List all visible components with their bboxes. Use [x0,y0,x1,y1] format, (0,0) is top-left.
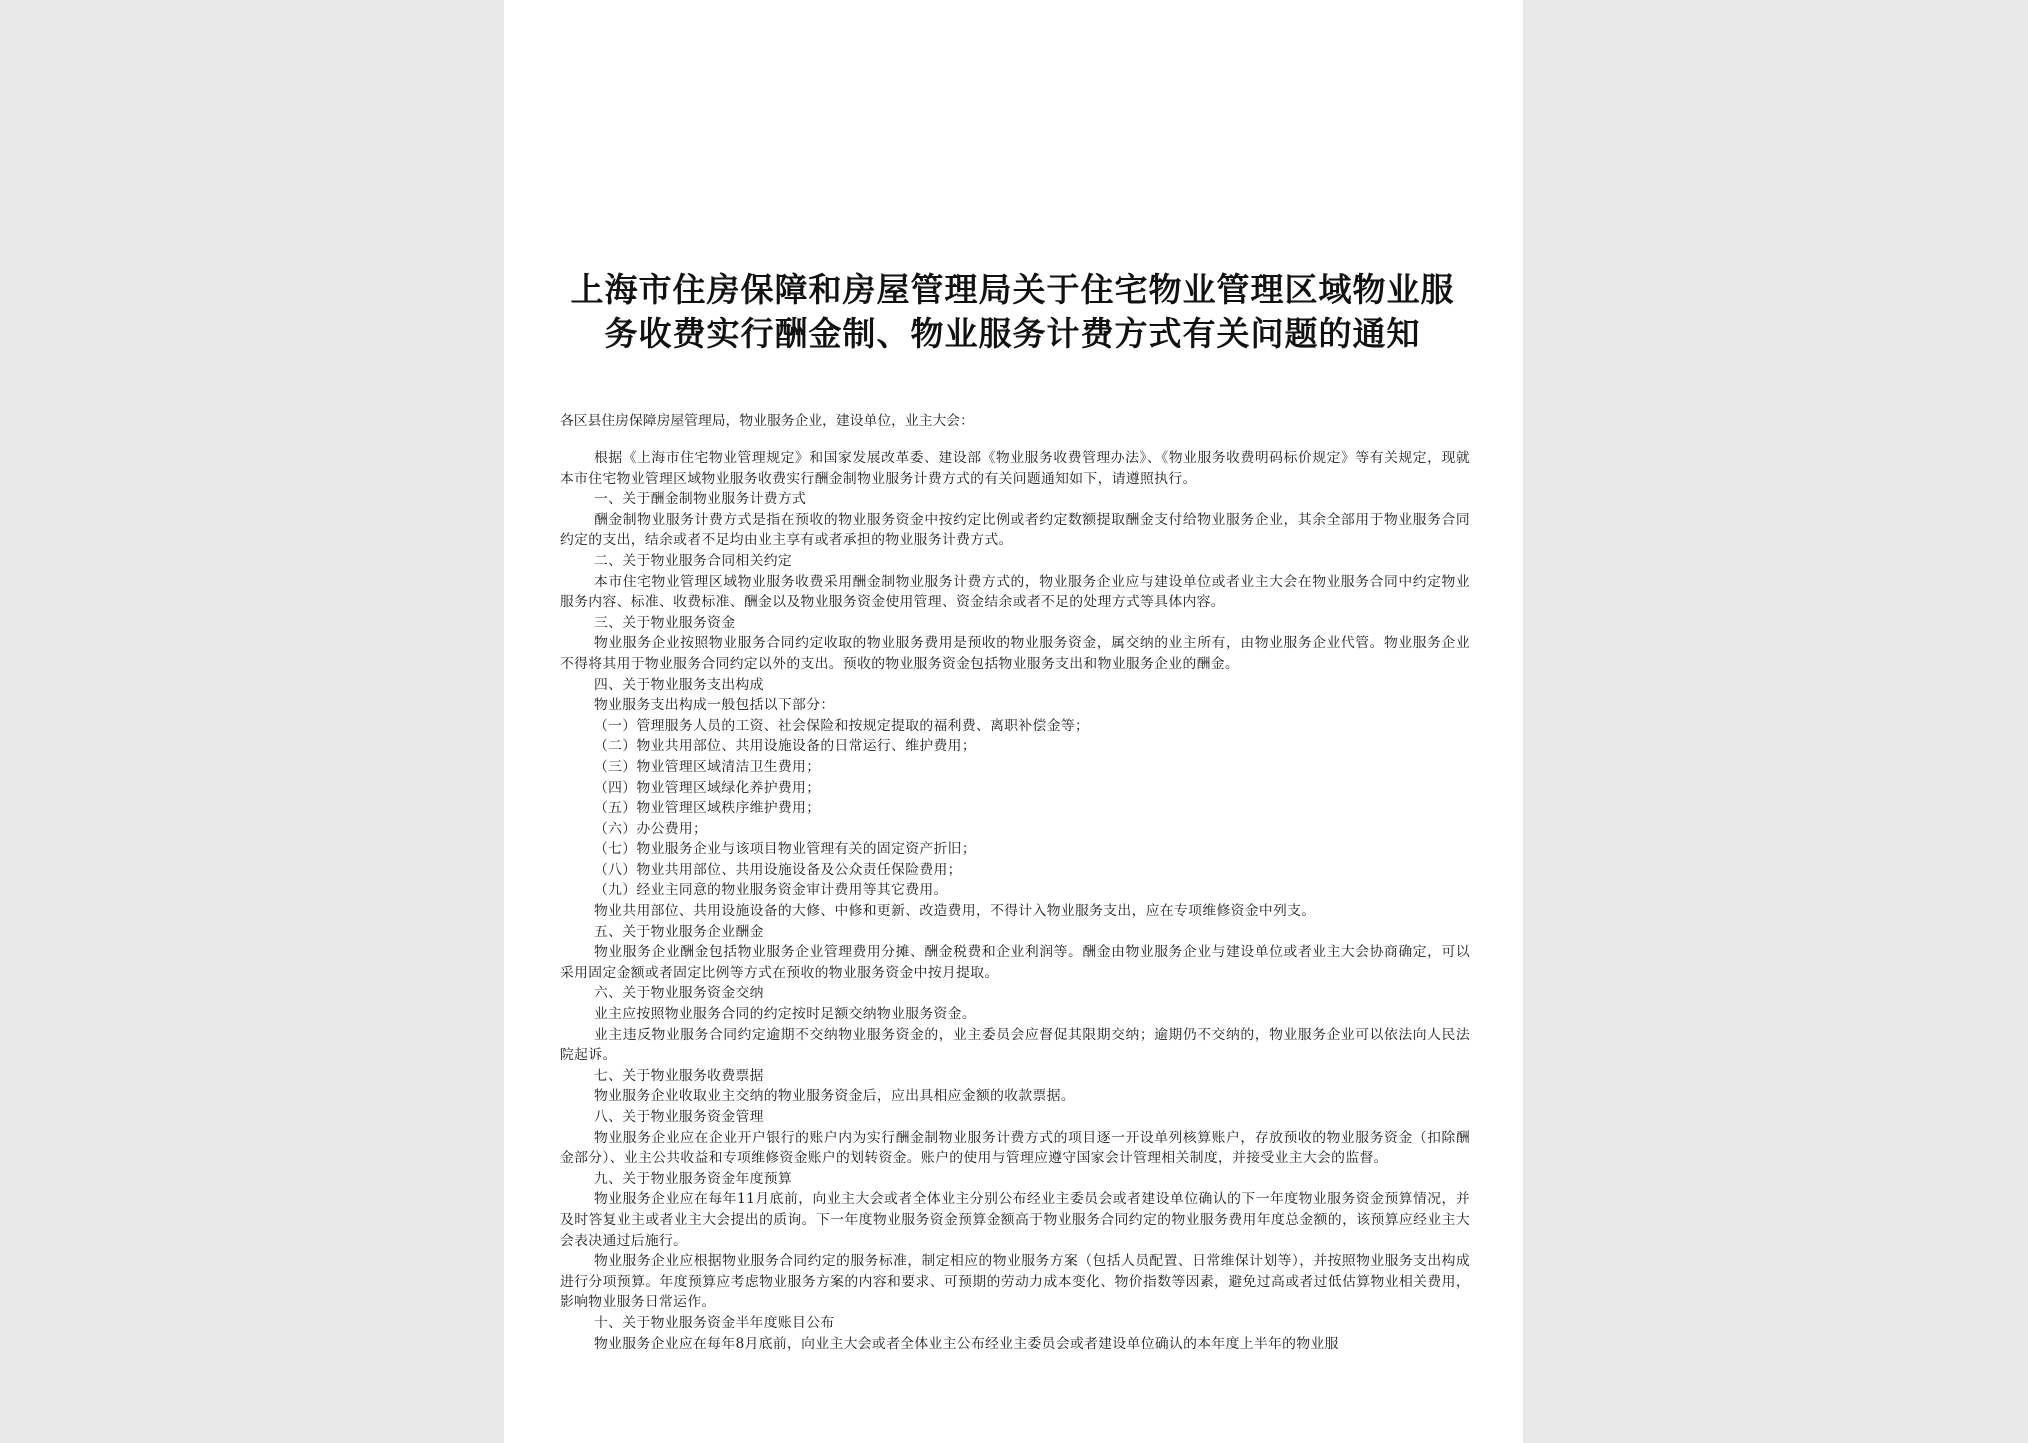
list-item: （四）物业管理区域绿化养护费用； [594,779,821,796]
paragraph: 物业共用部位、共用设施设备的大修、中修和更新、改造费用，不得计入物业服务支出，应在专项维修资金中列支。 [594,903,1316,920]
document-page [504,0,1523,1443]
section-heading: 九、关于物业服务资金年度预算 [594,1170,793,1187]
paragraph: 物业服务企业应在企业开户银行的账户内为实行酬金制物业服务计费方式的项目逐一开设单列核算账户，存放预收的物业服务资金（扣除酬金部分）、业主公共收益和专项维修资金账户的划转资金。账户的使用与管理应遵守国家会计管理相关制度，并接受业主大会的监督。 [560,1129,1470,1167]
paragraph: 物业服务企业收取业主交纳的物业服务资金后，应出具相应金额的收款票据。 [594,1088,1075,1105]
section-heading: 二、关于物业服务合同相关约定 [594,552,793,569]
document-title: 上海市住房保障和房屋管理局关于住宅物业管理区域物业服务收费实行酬金制、物业服务计费方式有关问题的通知 [570,270,1455,353]
paragraph: 物业服务支出构成一般包括以下部分： [594,697,835,714]
paragraph: 业主违反物业服务合同约定逾期不交纳物业服务资金的，业主委员会应督促其限期交纳；逾期仍不交纳的，物业服务企业可以依法向人民法院起诉。 [560,1026,1470,1064]
section-heading: 五、关于物业服务企业酬金 [594,923,764,940]
list-item: （五）物业管理区域秩序维护费用； [594,800,821,817]
section-heading: 八、关于物业服务资金管理 [594,1109,764,1125]
paragraph: 物业服务企业应在每年11月底前，向业主大会或者全体业主分别公布经业主委员会或者建设单位确认的下一年度物业服务资金预算情况，并及时答复业主或者业主大会提出的质询。下一年度物业服务资金预算金额高于物业服务合同约定的物业服务费用年度总金额的，该预算应经业主大会表决通过后施行。 [560,1191,1470,1249]
list-item: （六）办公费用； [594,820,708,837]
list-item: （二）物业共用部位、共用设施设备的日常运行、维护费用； [594,738,976,755]
section-heading: 七、关于物业服务收费票据 [594,1067,764,1084]
section-heading: 十、关于物业服务资金半年度账目公布 [594,1314,835,1331]
paragraph: 物业服务企业按照物业服务合同约定收取的物业服务费用是预收的物业服务资金，属交纳的业主所有，由物业服务企业代管。物业服务企业不得将其用于物业服务合同约定以外的支出。预收的物业服务资金包括物业服务支出和物业服务企业的酬金。 [560,635,1470,672]
paragraph: 物业服务企业酬金包括物业服务企业管理费用分摊、酬金税费和企业利润等。酬金由物业服务企业与建设单位或者业主大会协商确定，可以采用固定金额或者固定比例等方式在预收的物业服务资金中按月提取。 [560,944,1470,981]
list-item: （九）经业主同意的物业服务资金审计费用等其它费用。 [594,882,948,899]
section-heading: 一、关于酬金制物业服务计费方式 [594,491,807,508]
addressee-line: 各区县住房保障房屋管理局，物业服务企业，建设单位，业主大会： [560,413,974,429]
document-body [560,448,1470,1354]
section-heading: 三、关于物业服务资金 [594,614,736,631]
paragraph: 物业服务企业应根据物业服务合同约定的服务标准，制定相应的物业服务方案（包括人员配置、日常维保计划等），并按照物业服务支出构成进行分项预算。年度预算应考虑物业服务方案的内容和要求、可预期的劳动力成本变化、物价指数等因素，避免过高或者过低估算物业相关费用，影响物业服务日常运作。 [560,1253,1470,1311]
list-item: （三）物业管理区域清洁卫生费用； [594,758,821,775]
paragraph: 物业服务企业应在每年8月底前，向业主大会或者全体业主公布经业主委员会或者建设单位确认的本年度上半年的物业服 [594,1335,1339,1352]
section-heading: 六、关于物业服务资金交纳 [594,985,764,1002]
list-item: （七）物业服务企业与该项目物业管理有关的固定资产折旧； [594,841,976,858]
paragraph: 本市住宅物业管理区域物业服务收费采用酬金制物业服务计费方式的，物业服务企业应与建设单位或者业主大会在物业服务合同中约定物业服务内容、标准、收费标准、酬金以及物业服务资金使用管理、资金结余或者不足的处理方式等具体内容。 [560,573,1470,611]
paragraph: 根据《上海市住宅物业管理规定》和国家发展改革委、建设部《物业服务收费管理办法》、《物业服务收费明码标价规定》等有关规定，现就本市住宅物业管理区域物业服务收费实行酬金制物业服务计费方式的有关问题通知如下，请遵照执行。 [560,450,1470,487]
list-item: （八）物业共用部位、共用设施设备及公众责任保险费用； [594,861,962,878]
section-heading: 四、关于物业服务支出构成 [594,676,764,693]
list-item: （一）管理服务人员的工资、社会保险和按规定提取的福利费、离职补偿金等； [594,717,1090,734]
paragraph: 业主应按照物业服务合同的约定按时足额交纳物业服务资金。 [594,1006,976,1023]
paragraph: 酬金制物业服务计费方式是指在预收的物业服务资金中按约定比例或者约定数额提取酬金支付给物业服务企业，其余全部用于物业服务合同约定的支出，结余或者不足均由业主享有或者承担的物业服务计费方式。 [560,511,1470,549]
